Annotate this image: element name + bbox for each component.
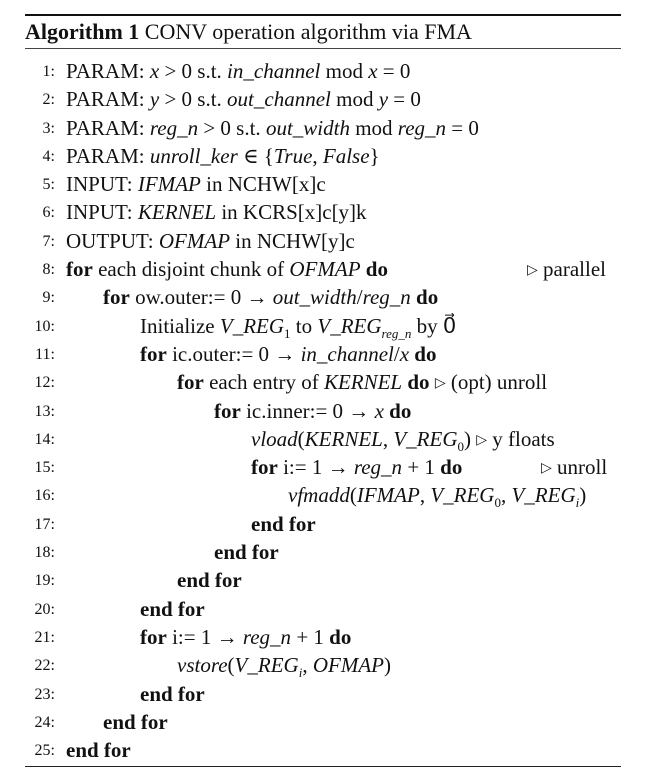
code-token: ∈ { <box>237 143 274 168</box>
code-token: ) <box>464 426 477 451</box>
line-code <box>214 397 411 425</box>
keyword: for <box>177 370 204 395</box>
code-token: mod <box>349 115 398 140</box>
line-number: 17: <box>34 515 55 533</box>
line-number: 11: <box>35 345 55 363</box>
algorithm-line <box>0 85 663 113</box>
code-token: x <box>149 59 160 83</box>
code-token: reg_n <box>149 115 199 140</box>
code-token: 0 <box>457 439 464 455</box>
code-token: V_REG <box>317 313 382 338</box>
comment-triangle-icon: ▷ <box>541 461 552 477</box>
code-token: V_REG <box>430 483 495 508</box>
keyword: do <box>440 455 463 480</box>
code-token: False <box>322 143 370 168</box>
line-code <box>66 736 131 764</box>
line-comment <box>527 255 606 285</box>
code-token: vload <box>251 426 298 451</box>
code-token: y <box>149 87 160 112</box>
line-code <box>140 680 205 708</box>
code-token: OFMAP <box>158 228 231 253</box>
code-token: in KCRS[x]c[y]k <box>216 200 367 225</box>
code-token: reg_n <box>397 115 447 140</box>
line-number: 12: <box>34 374 55 392</box>
keyword: for <box>103 285 130 310</box>
algorithm-line <box>0 283 663 311</box>
line-number: 23: <box>34 685 55 703</box>
line-code <box>140 312 456 340</box>
line-number: 7: <box>42 232 55 250</box>
code-token: reg_n <box>242 624 292 649</box>
line-code <box>66 227 355 255</box>
algorithm-line <box>0 680 663 708</box>
code-token: out_channel <box>227 87 331 112</box>
code-token: 0 <box>494 495 501 511</box>
line-code <box>66 85 421 113</box>
code-token: x <box>374 398 384 423</box>
algorithm-line <box>0 255 663 283</box>
code-token: V_REG <box>219 313 285 338</box>
line-number: 14: <box>34 430 55 448</box>
code-token: ic.outer:= 0 → <box>166 341 301 366</box>
line-code <box>103 708 168 736</box>
keyword: for <box>140 341 167 366</box>
line-code <box>66 142 380 170</box>
algorithm-line <box>0 651 663 679</box>
code-token: OFMAP <box>312 653 384 678</box>
code-token: x <box>399 341 410 366</box>
code-token: (opt) unroll <box>445 370 548 395</box>
code-token: to <box>290 313 318 338</box>
code-token: in NCHW[y]c <box>230 228 355 253</box>
code-token: out_width <box>272 285 357 310</box>
code-token: OUTPUT: <box>66 228 159 253</box>
keyword: do <box>360 257 388 282</box>
keyword: end for <box>214 540 279 565</box>
line-number: 20: <box>34 600 55 618</box>
code-token: } <box>369 143 380 168</box>
algorithm-line <box>0 566 663 594</box>
code-token: PARAM: <box>66 143 150 168</box>
algorithm-line <box>0 538 663 566</box>
code-token: , <box>419 483 431 508</box>
code-token: mod <box>320 59 369 83</box>
code-token: i <box>298 665 303 681</box>
algorithm-line <box>0 57 663 85</box>
code-token: ) <box>383 653 391 678</box>
code-token: PARAM: <box>66 87 150 112</box>
keyword: do <box>409 341 437 366</box>
algorithm-caption <box>25 18 472 46</box>
code-token: i:= 1 → <box>277 455 354 480</box>
code-token: vfmadd <box>288 483 350 508</box>
code-token: + 1 <box>291 624 330 649</box>
code-token: KERNEL <box>323 370 403 395</box>
line-number: 5: <box>42 176 55 194</box>
code-token: > 0 s.t. <box>159 59 228 83</box>
algorithm-line <box>0 198 663 226</box>
code-token: > 0 s.t. <box>159 87 228 112</box>
line-number: 1: <box>42 63 55 80</box>
code-token: reg_n <box>362 285 411 310</box>
line-number: 24: <box>34 713 55 731</box>
code-token: + 1 <box>402 455 441 480</box>
algorithm-line <box>0 453 663 481</box>
code-token: KERNEL <box>304 426 383 451</box>
algorithm-line <box>0 142 663 170</box>
line-code <box>177 368 547 398</box>
line-code <box>140 340 436 368</box>
code-token: IFMAP <box>137 172 201 197</box>
code-token: reg_n <box>353 455 403 480</box>
line-code <box>288 481 586 509</box>
line-code <box>103 283 438 311</box>
line-number: 9: <box>42 289 55 307</box>
keyword: end for <box>66 738 131 763</box>
algorithm-line <box>0 425 663 453</box>
code-token: in_channel <box>227 59 321 83</box>
keyword: do <box>410 285 439 310</box>
code-token: ow.outer:= 0 → <box>129 285 273 310</box>
line-number: 13: <box>34 402 55 420</box>
algorithm-line <box>0 510 663 538</box>
code-token: KERNEL <box>137 200 217 225</box>
keyword: for <box>251 455 278 480</box>
code-token: V_REG <box>234 653 299 678</box>
keyword: end for <box>140 596 205 621</box>
code-token: reg_n <box>381 325 412 341</box>
line-code <box>251 510 316 538</box>
line-code <box>177 566 242 594</box>
code-token: each disjoint chunk of <box>92 257 290 282</box>
comment-text: parallel <box>537 257 606 282</box>
code-token: , <box>500 483 512 508</box>
algorithm-line <box>0 595 663 623</box>
code-token: y floats <box>487 426 555 451</box>
line-number: 16: <box>34 487 55 505</box>
code-token: each entry of <box>203 370 324 395</box>
keyword: end for <box>177 568 242 593</box>
code-token: , <box>312 143 323 168</box>
line-code <box>177 651 391 679</box>
algorithm-label: Algorithm 1 <box>25 19 140 44</box>
algorithm-body <box>0 57 663 764</box>
code-token: ic.inner:= 0 → <box>240 398 375 423</box>
keyword: do <box>329 624 352 649</box>
code-token: unroll_ker <box>149 143 238 168</box>
code-token: by 0⃗ <box>411 313 457 338</box>
algorithm-line <box>0 368 663 396</box>
line-code <box>140 595 205 623</box>
code-token: , <box>382 426 394 451</box>
keyword: do <box>383 398 412 423</box>
code-token: = 0 <box>388 87 421 112</box>
code-token: PARAM: <box>66 115 150 140</box>
algorithm-line <box>0 736 663 764</box>
algorithm-caption-rule <box>25 48 621 49</box>
keyword: end for <box>140 681 205 706</box>
code-token: IFMAP <box>356 483 420 508</box>
comment-text: unroll <box>551 455 608 480</box>
code-token: i <box>575 495 580 511</box>
line-number: 4: <box>42 147 55 165</box>
code-token: i:= 1 → <box>166 624 243 649</box>
code-token: , <box>302 653 313 678</box>
algorithm-line <box>0 114 663 142</box>
comment-triangle-icon: ▷ <box>527 263 538 279</box>
algorithm-line <box>0 397 663 425</box>
code-token: PARAM: <box>66 59 150 83</box>
line-code <box>251 453 462 481</box>
keyword: do <box>402 370 430 395</box>
code-token: = 0 <box>446 115 479 140</box>
algorithm-title: CONV operation algorithm via FMA <box>144 19 472 44</box>
algorithm-top-rule <box>25 14 621 16</box>
line-number: 8: <box>42 261 55 279</box>
code-token: out_width <box>265 115 350 140</box>
code-token: x <box>368 59 378 83</box>
code-token: V_REG <box>511 483 576 508</box>
code-token: OFMAP <box>289 257 361 282</box>
line-number: 6: <box>42 204 55 222</box>
line-number: 21: <box>34 628 55 646</box>
code-token: INPUT: <box>66 172 138 197</box>
comment-triangle-icon: ▷ <box>434 376 446 392</box>
line-number: 15: <box>34 459 55 477</box>
code-token: V_REG <box>393 426 458 451</box>
line-code <box>66 255 388 283</box>
algorithm-line <box>0 170 663 198</box>
algorithm-line <box>0 340 663 368</box>
code-token: / <box>393 341 400 366</box>
line-code <box>66 170 326 198</box>
code-token: ( <box>227 653 235 678</box>
code-token: ) <box>579 483 587 508</box>
algorithm-bottom-rule <box>25 766 621 767</box>
code-token: in NCHW[x]c <box>200 172 326 197</box>
code-token: vstore <box>177 653 228 678</box>
algorithm-line <box>0 312 663 340</box>
code-token: Initialize <box>140 313 220 338</box>
line-number: 10: <box>34 317 55 335</box>
code-token: / <box>356 285 363 310</box>
line-code <box>66 198 367 226</box>
line-number: 3: <box>42 119 55 137</box>
line-code <box>214 538 279 566</box>
line-comment <box>541 453 607 483</box>
line-number: 19: <box>34 572 55 590</box>
code-token: ( <box>297 426 305 451</box>
algorithm-line <box>0 623 663 651</box>
code-token: = 0 <box>377 59 411 83</box>
code-token: mod <box>330 87 379 112</box>
algorithm-line <box>0 708 663 736</box>
algorithm-line <box>0 227 663 255</box>
comment-triangle-icon: ▷ <box>476 432 488 448</box>
keyword: for <box>66 257 93 282</box>
keyword: for <box>140 624 167 649</box>
code-token: in_channel <box>300 341 394 366</box>
code-token: True <box>273 143 313 168</box>
keyword: end for <box>251 511 316 536</box>
line-number: 18: <box>34 544 55 562</box>
keyword: for <box>214 398 241 423</box>
line-code <box>140 623 351 651</box>
code-token: y <box>378 87 389 112</box>
line-number: 2: <box>42 91 55 109</box>
code-token: ( <box>349 483 357 508</box>
line-code <box>251 425 555 455</box>
keyword: end for <box>103 709 168 734</box>
algorithm-line <box>0 481 663 509</box>
code-token: INPUT: <box>66 200 138 225</box>
code-token: > 0 s.t. <box>198 115 266 140</box>
line-number: 22: <box>34 657 55 675</box>
line-code <box>66 114 479 142</box>
line-number: 25: <box>34 742 55 760</box>
code-token: 1 <box>284 325 291 341</box>
line-code <box>66 57 410 85</box>
